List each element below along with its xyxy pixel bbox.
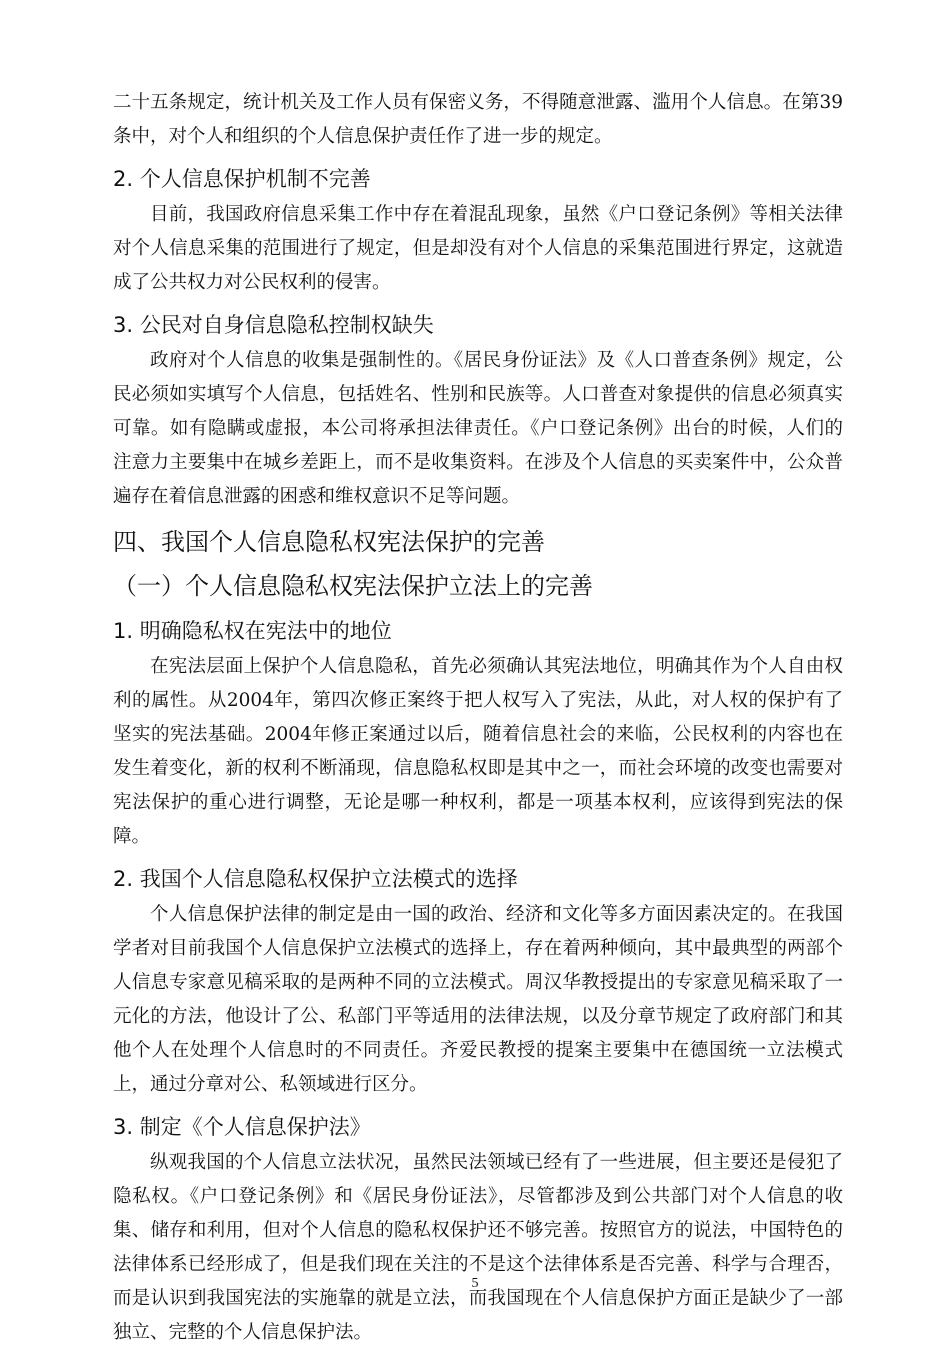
heading-constitutional-status: 1. 明确隐私权在宪法中的地位 (113, 619, 392, 643)
section-heading-four: 四、我国个人信息隐私权宪法保护的完善 (113, 528, 545, 556)
paragraph-mechanism: 目前，我国政府信息采集工作中存在着混乱现象，虽然《户口登记条例》等相关法律对个人信息采集的范围进行了规定，但是却没有对个人信息的采集范围进行界定，这就造成了公共权力对公民权利的侵害。 (113, 204, 843, 293)
document-body (113, 86, 843, 1350)
heading-enact-law: 3. 制定《个人信息保护法》 (113, 1115, 371, 1139)
heading-mechanism-incomplete: 2. 个人信息保护机制不完善 (113, 167, 371, 191)
subsection-heading-one: （一）个人信息隐私权宪法保护立法上的完善 (113, 572, 593, 600)
paragraph-legislative-model: 个人信息保护法律的制定是由一国的政治、经济和文化等多方面因素决定的。在我国学者对目前我国个人信息保护立法模式的选择上，存在着两种倾向，其中最典型的两部个人信息专家意见稿采取的是两种不同的立法模式。周汉华教授提出的专家意见稿采取了一元化的方法，他设计了公、私部门平等适用的法律法规，以及分章节规定了政府部门和其他个人在处理个人信息时的不同责任。齐爱民教授的提案主要集中在德国统一立法模式上，通过分章对公、私领域进行区分。 (113, 904, 843, 1095)
paragraph-continuation: 二十五条规定，统计机关及工作人员有保密义务，不得随意泄露、滥用个人信息。在第39条中，对个人和组织的个人信息保护责任作了进一步的规定。 (113, 92, 843, 147)
heading-control-right-missing: 3. 公民对自身信息隐私控制权缺失 (113, 313, 434, 337)
paragraph-enact-law: 纵观我国的个人信息立法状况，虽然民法领域已经有了一些进展，但主要还是侵犯了隐私权。《户口登记条例》和《居民身份证法》，尽管都涉及到公共部门对个人信息的收集、储存和利用，但对个人信息的隐私权保护还不够完善。按照官方的说法，中国特色的法律体系已经形成了，但是我们现在关注的不是这个法律体系是否完善、科学与合理否，而是认识到我国宪法的实施靠的就是立法，而我国现在个人信息保护方面正是缺少了一部独立、完整的个人信息保护法。 (113, 1152, 843, 1343)
heading-legislative-model: 2. 我国个人信息隐私权保护立法模式的选择 (113, 867, 518, 891)
page-number: 5 (471, 1276, 479, 1291)
paragraph-constitutional-status: 在宪法层面上保护个人信息隐私，首先必须确认其宪法地位，明确其作为个人自由权利的属性。从2004年，第四次修正案终于把人权写入了宪法，从此，对人权的保护有了坚实的宪法基础。2004年修正案通过以后，随着信息社会的来临，公民权利的内容也在发生着变化，新的权利不断涌现，信息隐私权即是其中之一，而社会环境的改变也需要对宪法保护的重心进行调整，无论是哪一种权利，都是一项基本权利，应该得到宪法的保障。 (113, 656, 843, 847)
paragraph-control-right: 政府对个人信息的收集是强制性的。《居民身份证法》及《人口普查条例》规定，公民必须如实填写个人信息，包括姓名、性别和民族等。人口普查对象提供的信息必须真实可靠。如有隐瞒或虚报，本公司将承担法律责任。《户口登记条例》出台的时候，人们的注意力主要集中在城乡差距上，而不是收集资料。在涉及个人信息的买卖案件中，公众普遍存在着信息泄露的困惑和维权意识不足等问题。 (113, 350, 843, 507)
